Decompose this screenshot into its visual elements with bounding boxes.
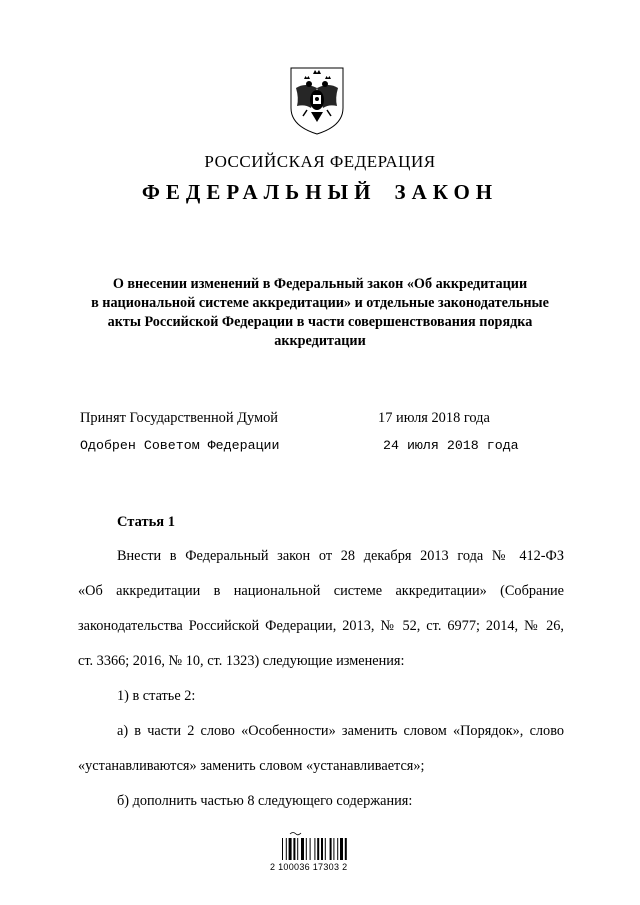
article-line: «Об аккредитации в национальной системе аккредитации» (Собрание — [78, 583, 564, 599]
coat-of-arms-icon — [287, 64, 347, 136]
article-line: а) в части 2 слово «Особенности» заменить словом «Порядок», слово — [117, 723, 564, 739]
law-title — [60, 275, 580, 351]
title-line: в национальной системе аккредитации» и отдельные законодательные — [91, 295, 549, 311]
title-line: акты Российской Федерации в части совершенствования порядка — [107, 314, 533, 330]
council-approval-label: Одобрен Советом Федерации — [80, 438, 280, 453]
barcode-icon — [282, 830, 360, 890]
article-heading: Статья 1 — [117, 514, 175, 530]
law-type-word1: ФЕДЕРАЛЬНЫЙ — [141, 180, 377, 204]
duma-adoption-label: Принят Государственной Думой — [80, 410, 278, 426]
article-line: б) дополнить частью 8 следующего содержания: — [117, 793, 413, 809]
article-line: 1) в статье 2: — [117, 688, 196, 704]
law-type — [0, 180, 640, 205]
barcode-number: 2 100036 17303 2 — [270, 862, 348, 872]
council-approval-date: 24 июля 2018 года — [383, 438, 519, 453]
title-line: О внесении изменений в Федеральный закон «Об аккредитации — [112, 276, 528, 292]
article-line: Внести в Федеральный закон от 28 декабря 2013 года № 412-ФЗ — [117, 548, 564, 564]
article-line: ст. 3366; 2016, № 10, ст. 1323) следующие изменения: — [78, 653, 405, 669]
country-name: РОССИЙСКАЯ ФЕДЕРАЦИЯ — [204, 152, 436, 171]
article-line: законодательства Российской Федерации, 2013, № 52, ст. 6977; 2014, № 26, — [78, 618, 564, 634]
title-line: аккредитации — [274, 333, 366, 349]
law-type-word2: ЗАКОН — [394, 180, 499, 204]
duma-adoption-date: 17 июля 2018 года — [378, 410, 490, 426]
article-line: «устанавливаются» заменить словом «устанавливается»; — [78, 758, 425, 774]
